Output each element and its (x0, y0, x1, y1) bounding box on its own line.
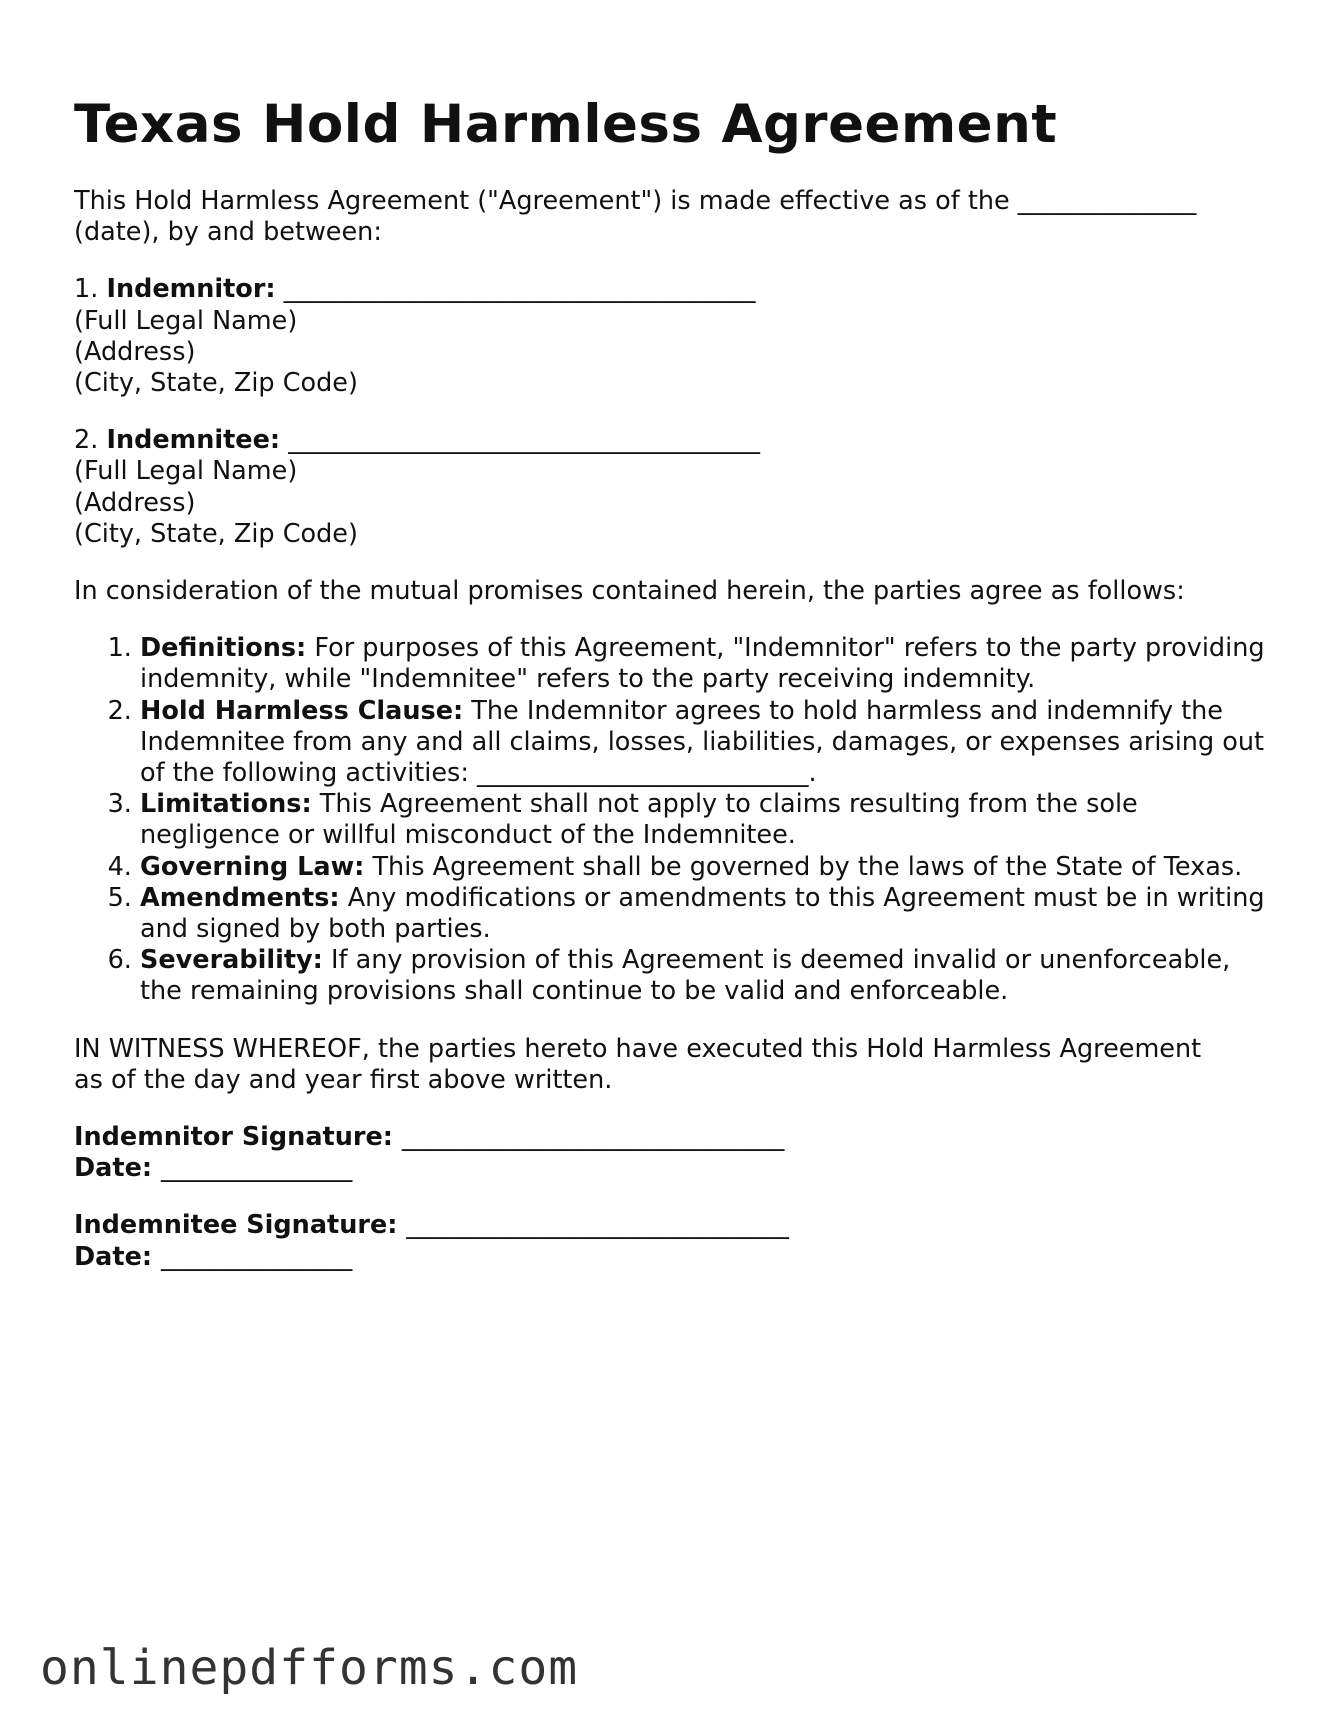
indemnitee-number: 2. (74, 425, 99, 456)
indemnitee-line (74, 425, 1274, 456)
clause-text: This Agreement shall be governed by the laws of the State of Texas. (372, 851, 1243, 882)
indemnitee-date-line (74, 1242, 1274, 1273)
document-page (74, 88, 1274, 1299)
intro-line-1: This Hold Harmless Agreement ("Agreement") is made effective as of the ______________ (74, 186, 1197, 216)
indemnitee-party-block (74, 425, 1274, 550)
clause-heading: Limitations: (140, 789, 312, 820)
clause-text: Any modifications or amendments to this Agreement must be in writing and signed by both parties. (140, 882, 1265, 945)
clause-severability (140, 945, 1274, 1007)
witness-paragraph (74, 1034, 1274, 1096)
indemnitor-signature-label: Indemnitor Signature: (74, 1122, 393, 1153)
intro-line-2: (date), by and between: (74, 217, 382, 248)
clause-heading: Hold Harmless Clause: (140, 695, 464, 726)
clause-amendments (140, 883, 1274, 945)
indemnitee-address-hint: (Address) (74, 487, 196, 518)
indemnitor-line (74, 274, 1274, 305)
clause-heading: Severability: (140, 945, 323, 976)
clause-limitations (140, 789, 1274, 851)
indemnitee-date-blank[interactable]: _______________ (160, 1241, 353, 1272)
indemnitee-signature-block (74, 1210, 1274, 1272)
intro-paragraph (74, 186, 1274, 248)
witness-line-2: as of the day and year first above written. (74, 1064, 613, 1095)
clause-hold-harmless (140, 696, 1274, 790)
indemnitor-name-blank[interactable]: _____________________________________ (283, 274, 756, 305)
clause-heading: Governing Law: (140, 851, 365, 882)
indemnitee-signature-line (74, 1210, 1274, 1241)
indemnitor-signature-block (74, 1122, 1274, 1184)
indemnitor-city-hint: (City, State, Zip Code) (74, 368, 358, 399)
indemnitee-signature-label: Indemnitee Signature: (74, 1210, 398, 1241)
indemnitee-date-label: Date: (74, 1241, 153, 1272)
indemnitor-signature-line (74, 1122, 1274, 1153)
clause-text: This Agreement shall not apply to claims resulting from the sole negligence or willful misconduct of the Indemnitee. (140, 789, 1138, 851)
indemnitor-signature-blank[interactable]: ______________________________ (401, 1122, 785, 1153)
clause-list (74, 633, 1274, 1007)
indemnitor-date-line (74, 1153, 1274, 1184)
indemnitor-label: Indemnitor: (106, 274, 276, 305)
indemnitee-name-blank[interactable]: _____________________________________ (288, 425, 760, 456)
indemnitor-name-hint: (Full Legal Name) (74, 305, 298, 336)
consideration-paragraph: In consideration of the mutual promises contained herein, the parties agree as follows: (74, 576, 1185, 607)
clause-text: The Indemnitor agrees to hold harmless and indemnify the Indemnitee from any and all claims, losses, liabilities, damages, or expenses arising out of the following activities: __________________________. (140, 695, 1264, 789)
clause-text: If any provision of this Agreement is deemed invalid or unenforceable, the remaining provisions shall continue to be valid and enforceable. (140, 945, 1231, 1007)
site-watermark: onlinepdfforms.com (40, 1640, 579, 1696)
indemnitor-party-block (74, 274, 1274, 399)
clause-governing-law (140, 852, 1274, 883)
indemnitor-date-label: Date: (74, 1153, 153, 1184)
clause-heading: Definitions: (140, 633, 307, 664)
indemnitee-name-hint: (Full Legal Name) (74, 456, 298, 487)
document-title: Texas Hold Harmless Agreement (74, 94, 1058, 155)
clause-heading: Amendments: (140, 882, 340, 913)
witness-line-1: IN WITNESS WHEREOF, the parties hereto have executed this Hold Harmless Agreement (74, 1033, 1202, 1064)
indemnitor-address-hint: (Address) (74, 336, 196, 367)
indemnitee-signature-blank[interactable]: ______________________________ (406, 1210, 789, 1241)
indemnitor-date-blank[interactable]: _______________ (160, 1153, 353, 1184)
clause-definitions (140, 633, 1274, 695)
indemnitee-city-hint: (City, State, Zip Code) (74, 518, 358, 549)
indemnitor-number: 1. (74, 274, 99, 305)
indemnitee-label: Indemnitee: (106, 425, 281, 456)
clause-text: For purposes of this Agreement, "Indemnitor" refers to the party providing indemnity, while "Indemnitee" refers to the party receiving indemnity. (140, 633, 1265, 695)
